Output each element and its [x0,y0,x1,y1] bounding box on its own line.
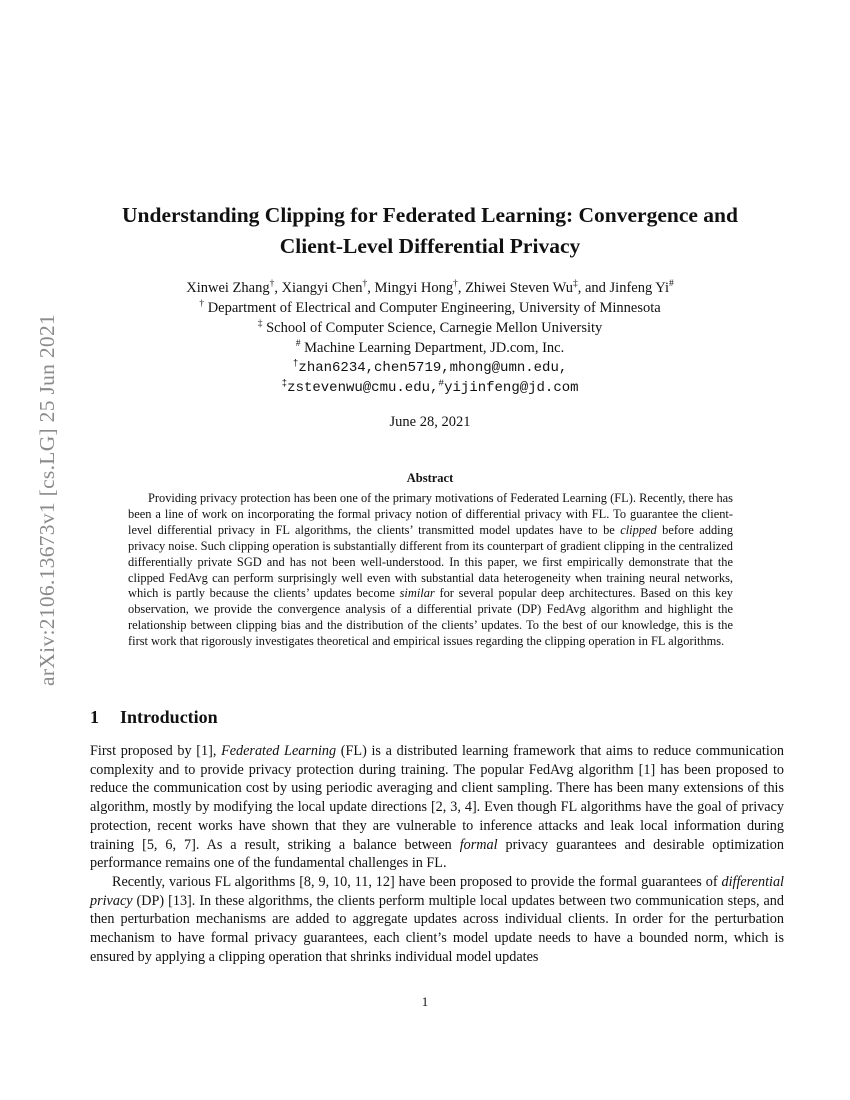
section-heading [90,705,770,729]
affiliation-mark: † [199,299,205,310]
text-run: Recently, various FL algorithms [8, 9, 10, 11, 12] have been proposed to provide the formal guarantees of [112,873,722,890]
paragraph [90,873,784,967]
section-title: Introduction [120,707,218,727]
affiliation-mark: † [292,357,299,369]
affiliation-mark: # [669,279,674,290]
affiliation-text: School of Computer Science, Carnegie Mellon University [266,320,603,336]
affiliation [90,338,770,358]
affiliation-mark: ‡ [257,319,263,330]
arxiv-identifier: arXiv:2106.13673v1 [cs.LG] 25 Jun 2021 [35,313,59,687]
author-list: Xinwei Zhang†, Xiangyi Chen†, Mingyi Hong†, Zhiwei Steven Wu‡, and Jinfeng Yi# [186,279,674,296]
introduction-body [90,742,784,966]
author-name: Xiangyi Chen [281,280,363,296]
abstract-run: before adding privacy noise. Such clipping operation is substantially different from its counterpart of gradient clipping in the centralized differentially private SGD and has not been well-understood. In this paper, we first empirically demonstrate that the clipped FedAvg can perform surprisingly well even with substantial data heterogeneity when training neural networks, which is partly because the clients’ updates become [128,522,734,601]
text-run: privacy guarantees and desirable optimization performance remains one of the fundamental challenges in FL. [90,836,784,872]
affiliation-mark: † [362,279,368,290]
author-name: Mingyi Hong [374,280,454,296]
text-emphasis: differential privacy [90,873,784,909]
abstract-run: for several popular deep architectures. Based on this key observation, we provide the convergence analysis of a differential private (DP) FedAvg algorithm and highlight the relationship between clipping bias and the distribution of the clients’ updates. To the best of our knowledge, this is the first work that rigorously investigates theoretical and empirical issues regarding the clipping operation in FL algorithms. [128,586,733,649]
email-line [90,378,770,398]
affiliation-mark: # [295,339,301,350]
affiliation-text: Department of Electrical and Computer Engineering, University of Minnesota [207,300,661,316]
publication-date: June 28, 2021 [389,414,471,430]
email-address[interactable]: zhan6234,chen5719,mhong@umn.edu, [298,360,568,376]
text-emphasis: Federated Learning [221,743,337,759]
author-name: Zhiwei Steven Wu [465,280,573,296]
text-run: First proposed by [1], [90,743,222,759]
email-address[interactable]: yijinfeng@jd.com [444,380,579,396]
text-run: (FL) is a distributed learning framework that aims to reduce communication complexity and to provide privacy protection during training. The popular FedAvg algorithm [1] has been proposed to reduce the communication cost by using periodic averaging and client sampling. There has been many extensions of this algorithm, mostly by modifying the local update directions [2, 3, 4]. Even though FL algorithms have the goal of privacy protection, recent works have shown that they are vulnerable to inference attacks and leak local information during training [5, 6, 7]. As a result, striking a balance between [90,743,785,853]
paragraph [90,742,784,873]
section-number: 1 [90,707,99,727]
author-name: Xinwei Zhang [186,280,270,296]
affiliation-text: Machine Learning Department, JD.com, Inc. [304,340,565,356]
affiliation-mark: # [438,377,445,389]
abstract-text [128,491,733,650]
email-line [90,358,770,378]
page-number: 1 [421,994,429,1009]
affiliation-mark: ‡ [572,279,578,290]
text-run: (DP) [13]. In these algorithms, the clients perform multiple local updates between two communication steps, and then perturbation mechanisms are added to aggregate updates across individual clients. In order for the perturbation mechanism to have formal privacy guarantees, each client’s model update needs to have a bounded norm, which is ensured by applying a clipping operation that shrinks individual model updates [90,892,784,965]
and-word: and [584,280,606,296]
abstract-run: Providing privacy protection has been one of the primary motivations of Federated Learning (FL). Recently, there has been a line of work on incorporating the formal privacy notion of differential privacy with FL. To guarantee the client-level differential privacy in FL algorithms, the clients’ transmitted model updates have to be [128,491,733,537]
abstract-heading: Abstract [406,471,454,485]
affiliation-mark: † [269,279,275,290]
abstract-emphasis: clipped [620,522,657,537]
affiliation-mark: † [453,279,458,290]
email-address[interactable]: zstevenwu@cmu.edu, [287,380,439,396]
abstract-emphasis: similar [399,586,435,601]
affiliation [90,298,770,318]
text-emphasis: formal [459,836,498,853]
affiliation-mark: ‡ [281,377,288,389]
author-name: Jinfeng Yi [609,280,670,296]
author-block [90,278,770,398]
paper-title: Understanding Clipping for Federated Learning: Convergence and Client-Level Differential Privacy [122,203,738,258]
affiliation [90,318,770,338]
